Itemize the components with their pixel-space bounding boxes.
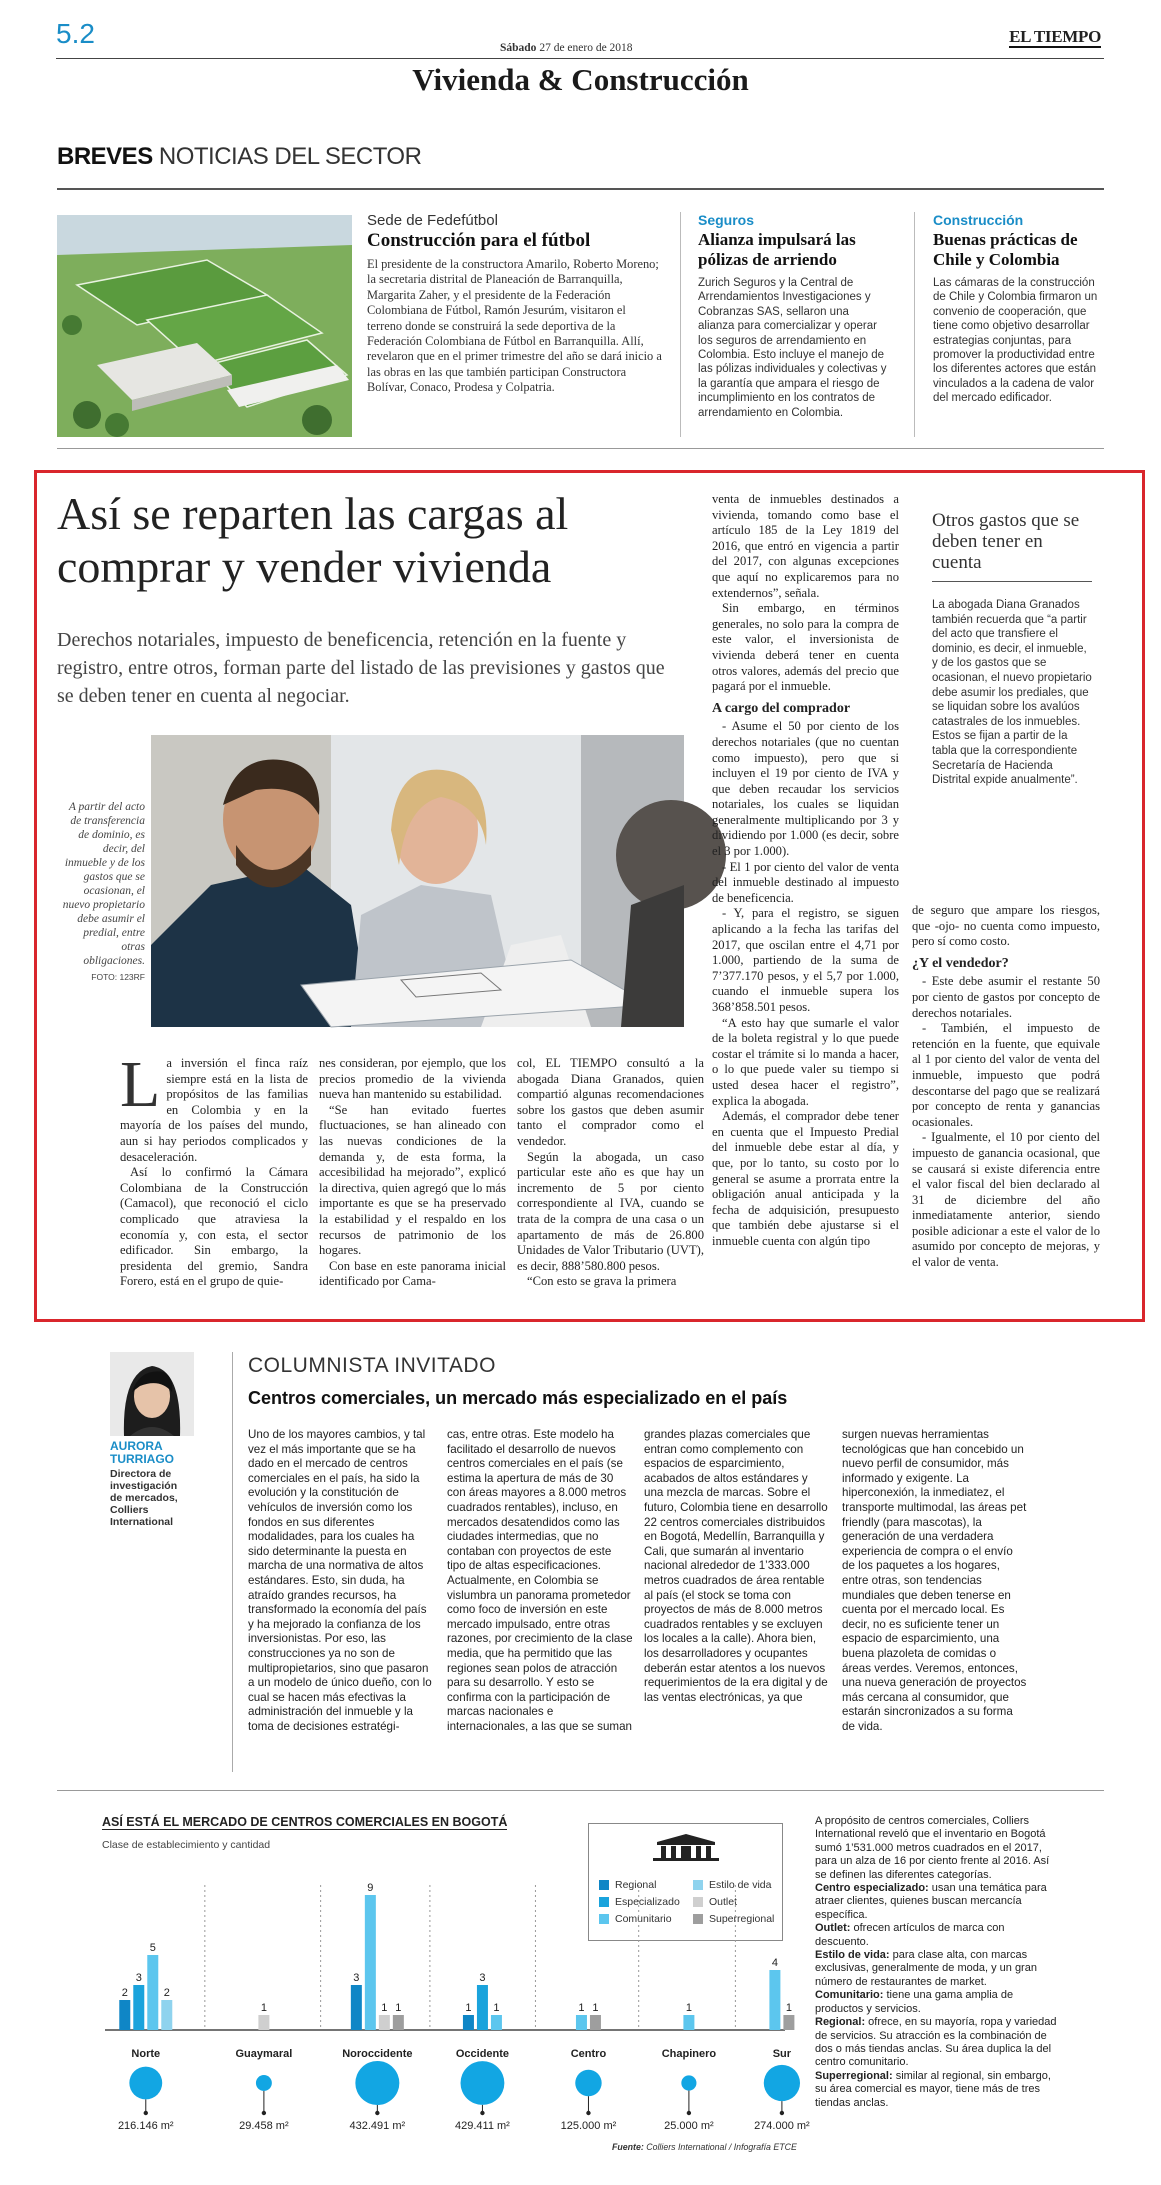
breve-kicker: Sede de Fedefútbol [367,212,498,229]
infographic-notes [815,1815,1060,2110]
bar-estilo-de-vida [161,2000,172,2030]
bar-value-label: 5 [149,1942,156,1954]
breves-bottom-rule [57,448,1104,449]
note-text: para clase alta, con marcas exclusivas, generalmente de moda, y un gran número de restaurantes de market. [815,1949,1037,1988]
paragraph: a inversión el finca raíz siempre está en la lista de propósitos de las familias en Colombia y en la mayoría de los países del mundo, aun si hay periodos complicados y desaceleración. [120,1056,308,1164]
columnist-section: COLUMNISTA INVITADO [248,1354,496,1377]
brand-logo: EL TIEMPO [1009,27,1101,46]
article-col-2 [319,1056,506,1290]
columnist-title: Centros comerciales, un mercado más especializado en el país [248,1388,788,1408]
section-title: Vivienda & Construcción [412,62,749,97]
page-number: 5.2 [56,18,95,49]
note-paragraph [815,1989,1060,2016]
area-bubble [575,2070,601,2096]
bar-outlet [258,2015,269,2030]
category-label: Noroccidente [342,2048,413,2060]
breve-kicker: Seguros [698,212,755,228]
bar-value-label: 1 [260,2002,267,2014]
couple-photo [151,735,684,1027]
note-term: Outlet: [815,1922,854,1935]
sidebar-box [932,510,1092,788]
note-text: ofrece, en su mayoría, ropa y variedad de servicios. Su atracción es la combinación de dos o más tiendas anclas. Su área duplica la del centro comunitario. [815,2016,1057,2069]
bar-superregional [783,2015,794,2030]
bar-comunitario [576,2015,587,2030]
bar-value-label: 1 [493,2002,500,2014]
bar-value-label: 4 [771,1957,778,1969]
area-bubble [256,2075,272,2091]
paragraph: - Este debe asumir el restante 50 por ciento de gastos por concepto de derechos notariales. [912,974,1100,1020]
breves-rule [57,188,1104,190]
subhead-comprador: A cargo del comprador [712,700,851,716]
note-text: ofrecen artículos de marca con descuento. [815,1922,1005,1948]
bar-value-label: 1 [685,2002,692,2014]
sidebar-body: La abogada Diana Granados también recuerda que “a partir del acto que transfiere el dominio, es decir, el inmueble, y de los gastos que se ocasionan, el nuevo propietario debe asumir los prediales, que se liquidan sobre los avalúos catastrales de los inmuebles. Estos se fijan a partir de la tabla que la correspondiente Secretaría de Hacienda Distrital expide anualmente”. [932,599,1092,787]
bar-value-label: 2 [163,1987,170,1999]
note-text: similar al regional, sin embargo, su área comercial es mayor, tiene más de tres tiendas anclas. [815,2069,1051,2109]
bar-value-label: 2 [121,1987,128,1999]
infographic-source [612,2142,797,2152]
note-paragraph [815,1882,1060,1922]
date-day: Sábado [500,42,537,54]
note-term: Estilo de vida: [815,1949,893,1962]
area-stem-dot [375,2111,379,2115]
breve-body: Las cámaras de la construcción de Chile y Colombia firmaron un convenio de cooperación, que tiene como objetivo desarrollar estrategias conjuntas, para promover la productividad entre los diferentes actores que están vinculados a la cadena de valor del mercado edificador. [933,277,1098,405]
breve-seguros [698,212,888,420]
paragraph: Según la abogada, un caso particular este año es que hay un incremento de 5 por ciento correspondiente al IVA, cuando se trata de la compra de una casa o un apartamento de más de 26.800 Unidades de Valor Tributario (UVT), es decir, 888’580.800 pesos. [517,1149,704,1273]
drop-cap: L [120,1048,161,1121]
article-col-1 [120,1048,308,1290]
infographic-subtitle: Clase de establecimiento y cantidad [102,1839,271,1851]
sidebar-title: Otros gastos que se deben tener en cuenta [932,510,1092,582]
article-col-5 [912,903,1100,1271]
bar-value-label: 1 [465,2002,472,2014]
area-label: 274.000 m² [754,2120,810,2132]
paragraph: de seguro que ampare los riesgos, que -ojo- no cuenta como impuesto, pero sí como costo. [912,903,1100,949]
category-label: Centro [570,2048,607,2060]
note-term: Superregional: [815,2069,896,2082]
date-text: 27 de enero de 2018 [539,42,633,54]
category-label: Occidente [455,2048,510,2060]
paragraph: - El 1 por ciento del valor de venta del inmueble destinado al impuesto de beneficencia. [712,859,899,905]
mall-chart [95,1845,810,2135]
bar-comunitario [365,1895,376,2030]
header-rule [56,58,1104,59]
area-stem-dot [262,2111,266,2115]
photo-caption [60,800,145,984]
bar-regional [463,2015,474,2030]
bar-value-label: 1 [381,2002,388,2014]
bar-value-label: 3 [479,1972,486,1984]
article-deck: Derechos notariales, impuesto de beneficencia, retención en la fuente y registro, entre otros, forman parte del listado de las previsiones y gastos que se deben tener en cuenta al negociar. [57,629,665,707]
columnist-col-3: grandes plazas comerciales que entran como complemento con espacios de esparcimiento, acabados de altos estándares y una mezcla de marcas. Sobre el futuro, Colombia tiene en desarrollo 22 centros comerciales distribuidos en Bogotá, Medellín, Barranquilla y Cali, que sumarán al inventario nacional alrededor de 1’333.000 metros cuadrados de área rentable al país (el stock se toma con proyectos de más de 8.000 metros cuadrados rentables y se excluyen los locales a la calle). Ahora bien, los desarrolladores y ocupantes deberán estar atentos a los nuevos requerimientos de la era digital y de las ventas electrónicas, ya que [644,1428,828,1704]
legend-label: Regional [615,1878,657,1891]
legend-label: Outlet [709,1895,738,1908]
area-stem-dot [780,2111,784,2115]
breve-body: Zurich Seguros y la Central de Arrendamientos Investigaciones y Cobranzas SAS, sellaron una alianza para comercializar y operar los seguros de arrendamiento en Colombia. Esto incluye el manejo de las pólizas individuales y colectivas y la garantía que ampara el riesgo de incumplimiento en los contratos de arrendamiento en Colombia. [698,277,887,419]
columnist-bottom-rule [57,1790,1104,1791]
paragraph: - Y, para el registro, se siguen aplicando a la fecha las tarifas del 2017, que oscilan entre el 4,71 por 1.000, partiendo de la suma de 7’377.170 pesos, y el 5,7 por 1.000, cuando el inmueble supera los 368’858.501 pesos. [712,906,899,1014]
paragraph: - También, el impuesto de retención en la fuente, que equivale al 1 por ciento del valor de venta del inmueble, impuesto que podrá descontarse del pago que se realizará por concepto de renta y ganancias ocasionales. [912,1021,1100,1129]
columnist-role: Directora de investigación de mercados, Colliers International [110,1468,178,1528]
article-photo [151,735,684,1027]
article-col-4 [712,492,899,1250]
paragraph: Además, el comprador debe tener en cuenta que el Impuesto Predial del inmueble debe estar al día, y que, por lo tanto, su costo por lo general se asume a prorrata entre la obligación anual anticipada y la fecha de adquisición, presupuesto que también debe ajustarse si el inmueble cuenta con algún tipo [712,1109,899,1248]
bar-value-label: 1 [592,2002,599,2014]
note-text: usan una temática para atraer clientes, quienes buscan mercancía específica. [815,1882,1047,1921]
columnist-col-4: surgen nuevas herramientas tecnológicas que han concebido un nuevo perfil de consumidor, más informado y exigente. La hiperconexión, la inmediatez, el transporte multimodal, las áreas pet friendly (para mascotas), la generación de una verdadera experiencia de compra o el envío de los paquetes a los hogares, entre otras, son tendencias mundiales que deben tenerse en cuenta por el mercado local. Es decir, no es suficiente tener un espacio de esparcimiento, una buena plazoleta de comidas o áreas verdes. Veremos, entonces, una nueva generación de proyectos más cercana al consumidor, que estarán sincronizados a su forma de vida. [842,1428,1027,1733]
category-label: Guaymaral [235,2048,293,2060]
paragraph: nes consideran, por ejemplo, que los precios promedio de la vivienda nueva han mantenido su estabilidad. [319,1056,506,1102]
area-label: 429.411 m² [455,2120,510,2132]
area-bubble [129,2067,162,2100]
paragraph: venta de inmuebles destinados a vivienda, tomando como base el artículo 185 de la Ley 1819 del 2016, que entró en vigencia a partir del 2017, con algunas excepciones que aquí no explicaremos para no extendernos”, señala. [712,492,899,600]
category-label: Norte [131,2048,161,2060]
bar-superregional [393,2015,404,2030]
columnist-name: AURORA TURRIAGO [110,1439,174,1466]
bar-comunitario [147,1955,158,2030]
bar-value-label: 3 [353,1972,360,1984]
stadium-render [57,215,352,437]
area-bubble [764,2065,800,2101]
area-stem-dot [480,2111,484,2115]
area-bubble [355,2061,399,2105]
note-paragraph [815,2016,1060,2070]
legend-label: Estilo de vida [709,1878,772,1891]
breves-label [57,143,421,171]
area-bubble [461,2061,505,2105]
note-term: Centro especializado: [815,1882,932,1895]
paragraph: “Se han evitado fuertes fluctuaciones, se han alineado con las nuevas condiciones de la demanda y, de esta forma, la accesibilidad ha mejorado”, explicó la directiva, quien agregó que lo más importante es que se ha preservado la estabilidad y el respaldo en los recursos de patrimonio de los hogares. [319,1102,506,1258]
breves-label-bold: BREVES [57,143,153,170]
note-text: tiene una gama amplia de productos y servicios. [815,1989,1014,2015]
breves-label-rest: NOTICIAS DEL SECTOR [158,143,422,170]
area-stem-dot [144,2111,148,2115]
legend-label: Superregional [709,1912,775,1925]
source-text: Colliers International / Infografía ETCE [646,2142,797,2152]
breve-fedefutbol [367,212,663,396]
area-label: 125.000 m² [560,2120,617,2132]
breve-body: El presidente de la constructora Amarilo, Roberto Moreno; la secretaria distrital de Planeación de Barranquilla, Margarita Zaher, y el presidente de la Federación Colombiana de Fútbol, Ramón Jesurúm, visitaron el terreno donde se construirá la sede deportiva de la Federación Colombiana de Fútbol en Barranquilla. Allí, revelaron que en el primer trimestre del año se dará inicio a las obras en las que también participan Constructora Bolívar, Conaco, Prodesa y Colpatria. [367,257,662,395]
legend-label: Especializado [615,1895,680,1908]
area-bubble [681,2075,696,2090]
caption-text: A partir del acto de transferencia de dominio, es decir, del inmueble y de los gastos que se ocasionan, el nuevo propietario debe asumir el predial, entre otras obligaciones. [62,801,145,967]
breve-kicker: Construcción [933,212,1024,228]
paragraph: “A esto hay que sumarle el valor de la boleta registral y lo que puede costar el trámite si lo manda a hacer, o lo que puede valer su tiempo si usted desea hacer el registro”, explica la abogada. [712,1015,899,1108]
bar-comunitario [769,1970,780,2030]
date-line [500,42,633,54]
legend-label: Comunitario [615,1912,672,1925]
area-label: 432.491 m² [349,2120,406,2132]
paragraph: - Asume el 50 por ciento de los derechos notariales (que no cuentan como impuesto), pero que si incluyen el 19 por ciento de IVA y que deben recaudar los servicios notariales, los cuales se liquidan generalmente multiplicando por 3 y dividiendo por 1.000 (es decir, sobre el 3 por 1.000). [712,719,899,859]
category-label: Sur [772,2048,792,2060]
category-label: Chapinero [661,2048,717,2060]
columnist-col-2: cas, entre otras. Este modelo ha facilitado el desarrollo de nuevos centros comerciales en el país (se estima la apertura de más de 30 con áreas mayores a 8.000 metros cuadrados rentables), incluso, en mercados desatendidos como las ciudades intermedias, que no contaban con proyectos de este tipo de altas especificaciones. Actualmente, en Colombia se vislumbra un panorama prometedor como foco de inversión en este mercado impulsado, entre otras razones, por crecimiento de la clase media, que ha permitido que las regiones sean polos de atracción para su desarrollo. Y esto se confirma con la participación de marcas nacionales e internacionales, a las que se suman [447,1428,633,1733]
bar-especializado [133,1985,144,2030]
bar-regional [119,2000,130,2030]
breves-divider-2 [914,212,915,437]
photo-credit: FOTO: 123RF [91,972,145,982]
breve-construccion [933,212,1105,406]
breves-divider-1 [680,212,681,437]
columnist-col-1: Uno de los mayores cambios, y tal vez el más importante que se ha dado en el mercado de centros comerciales en el país, ha sido la evolución y la constitución de vehículos de inversión como los fondos en sus diferentes modalidades, para los cuales ha sido determinante la puesta en marcha de una normativa de altos estándares. Esto, sin duda, ha atraído grandes recursos, ha transformado la economía del país y ha mejorado la confianza de los inversionistas. Por eso, las construcciones ya no son de multipropietarios, sino que pasaron a un modelo de único dueño, con lo cual se hacen más efectivas la administración del inmueble y la toma de decisiones estratégi- [248,1428,432,1733]
bar-value-label: 1 [785,2002,792,2014]
note-text: A propósito de centros comerciales, Colliers International reveló que el inventario en Bogotá sumó 1’531.000 metros cuadrados en el 2017, para un alza de 16 por ciento frente al 2016. Así se definen las diferentes categorías. [815,1815,1050,1881]
note-term: Regional: [815,2016,869,2029]
area-label: 216.146 m² [117,2120,174,2132]
bar-value-label: 3 [135,1972,142,1984]
bar-value-label: 1 [395,2002,402,2014]
bar-regional [351,1985,362,2030]
bar-comunitario [683,2015,694,2030]
avatar-image [110,1352,194,1436]
bar-superregional [590,2015,601,2030]
note-term: Comunitario: [815,1989,887,2002]
bar-value-label: 9 [367,1882,374,1894]
area-label: 29.458 m² [239,2120,289,2132]
note-paragraph [815,1949,1060,1989]
bar-especializado [477,1985,488,2030]
bar-outlet [379,2015,390,2030]
paragraph: col, EL TIEMPO consultó a la abogada Diana Granados, quien compartió algunas recomendaciones sobre los gastos que deben asumir tanto el comprador como el vendedor. [517,1056,704,1148]
breve-title: Construcción para el fútbol [367,230,591,251]
subhead-vendedor: ¿Y el vendedor? [912,955,1009,971]
area-stem-dot [586,2111,590,2115]
columnist-vrule [232,1352,233,1772]
article-col-3 [517,1056,704,1290]
source-label: Fuente: [612,2142,644,2152]
paragraph: - Igualmente, el 10 por ciento del impuesto de ganancia ocasional, que se causará si existe diferencia entre el valor fiscal del bien declarado al 31 de diciembre del año inmediatamente anterior, siendo posible adicionar a este el valor de lo asumido por concepto de mejoras, y el valor de venta. [912,1130,1100,1270]
note-paragraph [815,1922,1060,1949]
area-stem-dot [687,2111,691,2115]
columnist-avatar [110,1352,194,1436]
fedefutbol-photo [57,215,352,437]
paragraph: Sin embargo, en términos generales, no solo para la compra de este valor, el inversionista de vivienda deberá tener en cuenta otros valores, además del precio que pagará por el inmueble. [712,601,899,694]
infographic-title: ASÍ ESTÁ EL MERCADO DE CENTROS COMERCIALES EN BOGOTÁ [102,1815,508,1829]
note-paragraph [815,2070,1060,2110]
breve-title: Alianza impulsará las pólizas de arriendo [698,230,856,269]
article-headline: Así se reparten las cargas al comprar y vender vivienda [57,488,569,592]
area-label: 25.000 m² [664,2120,714,2132]
paragraph: “Con esto se grava la primera [527,1274,677,1289]
paragraph: Así lo confirmó la Cámara Colombiana de la Construcción (Camacol), que reconoció el ciclo complicado que atraviesa la economía y, con esta, el sector edificador. Sin embargo, la presidenta del gremio, Sandra Forero, está en el grupo de quie- [120,1165,308,1289]
bar-value-label: 1 [578,2002,585,2014]
paragraph: Con base en este panorama inicial identificado por Cama- [319,1258,506,1289]
bar-comunitario [491,2015,502,2030]
note-paragraph [815,1815,1060,1882]
breve-title: Buenas prácticas de Chile y Colombia [933,230,1078,269]
